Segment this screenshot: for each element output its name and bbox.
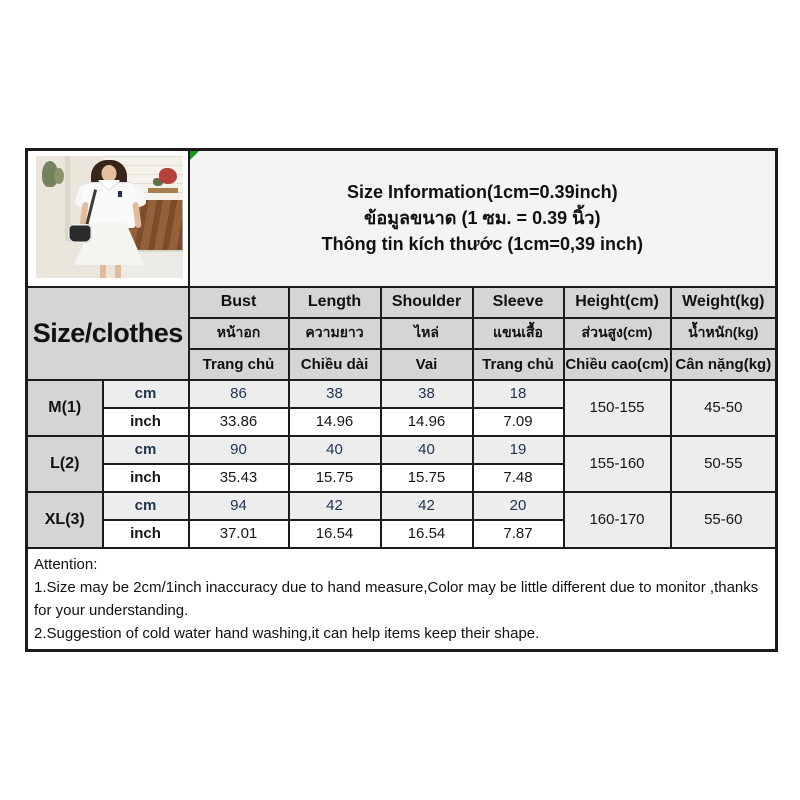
m-height-range: 150-155 bbox=[564, 380, 671, 436]
m-bust-inch: 33.86 bbox=[189, 408, 289, 436]
size-clothes-label: Size/clothes bbox=[27, 287, 189, 380]
title-line-english: Size Information(1cm=0.39inch) bbox=[347, 182, 618, 203]
size-information-header bbox=[189, 150, 777, 287]
col-header-weight-en: Weight(kg) bbox=[671, 287, 777, 318]
unit-label-inch: inch bbox=[103, 520, 189, 548]
l-shoulder-cm: 40 bbox=[381, 436, 473, 464]
col-header-length-th: ความยาว bbox=[289, 318, 381, 349]
m-shoulder-inch: 14.96 bbox=[381, 408, 473, 436]
col-header-bust-vi: Trang chủ bbox=[189, 349, 289, 380]
attention-notes bbox=[27, 548, 777, 651]
attention-title: Attention: bbox=[34, 555, 98, 573]
l-weight-range: 50-55 bbox=[671, 436, 777, 492]
attention-note-1: 1.Size may be 2cm/1inch inaccuracy due to hand measure,Color may be little different due to monitor ,thanks for your understanding. bbox=[34, 578, 759, 619]
m-sleeve-inch: 7.09 bbox=[473, 408, 564, 436]
m-weight-range: 45-50 bbox=[671, 380, 777, 436]
col-header-shoulder-th: ไหล่ bbox=[381, 318, 473, 349]
product-photo bbox=[36, 156, 183, 278]
title-line-vietnamese: Thông tin kích thước (1cm=0,39 inch) bbox=[321, 234, 643, 255]
title-line-thai: ข้อมูลขนาด (1 ซม. = 0.39 นิ้ว) bbox=[364, 208, 601, 229]
unit-label-cm: cm bbox=[103, 492, 189, 520]
col-header-weight-vi: Cân nặng(kg) bbox=[671, 349, 777, 380]
col-header-length-vi: Chiều dài bbox=[289, 349, 381, 380]
m-bust-cm: 86 bbox=[189, 380, 289, 408]
photo-red-flowers bbox=[159, 168, 177, 184]
product-photo-cell bbox=[27, 150, 189, 287]
photo-shelf bbox=[148, 188, 178, 193]
col-header-height-vi: Chiều cao(cm) bbox=[564, 349, 671, 380]
photo-woman-face bbox=[102, 165, 117, 182]
col-header-height-en: Height(cm) bbox=[564, 287, 671, 318]
col-header-sleeve-th: แขนเสื้อ bbox=[473, 318, 564, 349]
l-height-range: 155-160 bbox=[564, 436, 671, 492]
size-row-label-l: L(2) bbox=[27, 436, 103, 492]
xl-sleeve-inch: 7.87 bbox=[473, 520, 564, 548]
size-chart-table bbox=[25, 148, 778, 652]
xl-shoulder-cm: 42 bbox=[381, 492, 473, 520]
l-sleeve-cm: 19 bbox=[473, 436, 564, 464]
xl-shoulder-inch: 16.54 bbox=[381, 520, 473, 548]
col-header-weight-th: น้ำหนัก(kg) bbox=[671, 318, 777, 349]
l-length-inch: 15.75 bbox=[289, 464, 381, 492]
xl-weight-range: 55-60 bbox=[671, 492, 777, 548]
l-bust-cm: 90 bbox=[189, 436, 289, 464]
col-header-length-en: Length bbox=[289, 287, 381, 318]
photo-right-leg bbox=[115, 265, 121, 278]
photo-chest-logo bbox=[118, 191, 122, 197]
col-header-sleeve-vi: Trang chủ bbox=[473, 349, 564, 380]
unit-label-inch: inch bbox=[103, 408, 189, 436]
col-header-shoulder-en: Shoulder bbox=[381, 287, 473, 318]
col-header-height-th: ส่วนสูง(cm) bbox=[564, 318, 671, 349]
m-length-inch: 14.96 bbox=[289, 408, 381, 436]
size-row-label-m: M(1) bbox=[27, 380, 103, 436]
xl-length-inch: 16.54 bbox=[289, 520, 381, 548]
xl-sleeve-cm: 20 bbox=[473, 492, 564, 520]
unit-label-cm: cm bbox=[103, 436, 189, 464]
cell-corner-marker-icon bbox=[190, 151, 199, 160]
l-sleeve-inch: 7.48 bbox=[473, 464, 564, 492]
unit-label-cm: cm bbox=[103, 380, 189, 408]
xl-height-range: 160-170 bbox=[564, 492, 671, 548]
col-header-sleeve-en: Sleeve bbox=[473, 287, 564, 318]
l-length-cm: 40 bbox=[289, 436, 381, 464]
xl-bust-inch: 37.01 bbox=[189, 520, 289, 548]
xl-length-cm: 42 bbox=[289, 492, 381, 520]
l-shoulder-inch: 15.75 bbox=[381, 464, 473, 492]
col-header-bust-th: หน้าอก bbox=[189, 318, 289, 349]
photo-black-bag bbox=[68, 224, 92, 243]
col-header-bust-en: Bust bbox=[189, 287, 289, 318]
l-bust-inch: 35.43 bbox=[189, 464, 289, 492]
col-header-shoulder-vi: Vai bbox=[381, 349, 473, 380]
photo-left-leg bbox=[100, 265, 106, 278]
attention-note-2: 2.Suggestion of cold water hand washing,it can help items keep their shape. bbox=[34, 624, 540, 642]
unit-label-inch: inch bbox=[103, 464, 189, 492]
photo-plant-left-2 bbox=[54, 168, 64, 184]
size-row-label-xl: XL(3) bbox=[27, 492, 103, 548]
m-sleeve-cm: 18 bbox=[473, 380, 564, 408]
photo-polo-collar bbox=[98, 180, 120, 190]
m-shoulder-cm: 38 bbox=[381, 380, 473, 408]
xl-bust-cm: 94 bbox=[189, 492, 289, 520]
m-length-cm: 38 bbox=[289, 380, 381, 408]
